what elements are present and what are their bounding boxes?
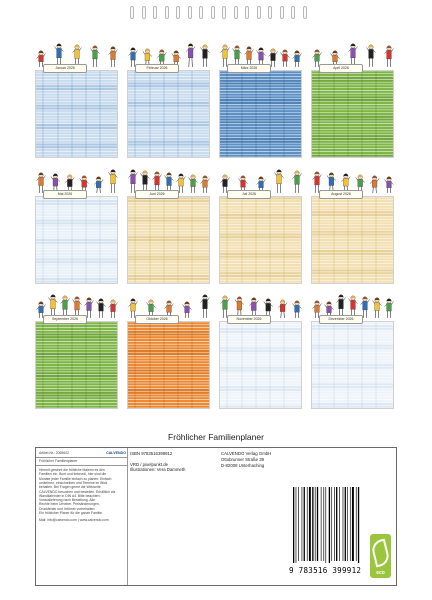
month-grid-table (35, 196, 118, 284)
barcode (289, 487, 363, 575)
barcode-bar (317, 487, 318, 561)
barcode-bar (334, 487, 335, 561)
month-grid-table (35, 70, 118, 158)
barcode-bar (331, 487, 332, 561)
month-page (311, 291, 394, 409)
month-label: Oktober 2026 (135, 315, 179, 324)
month-grid-table (219, 196, 302, 284)
month-label: November 2026 (227, 315, 271, 324)
month-page (219, 291, 302, 409)
month-label: Januar 2026 (43, 64, 87, 73)
barcode-bar (302, 487, 303, 561)
month-grid-table (311, 70, 394, 158)
month-page (311, 40, 394, 158)
month-page (311, 166, 394, 284)
publisher-city: D-82008 Unterhaching (221, 463, 265, 468)
month-grid-table (219, 70, 302, 158)
description-line: behalten. Bei Fragen gerne die Webseite (39, 485, 101, 490)
month-page (127, 291, 210, 409)
description-line: umkehren, einschreiben und Termine im Blick (39, 480, 108, 485)
month-label: März 2026 (227, 64, 271, 73)
barcode-bar (339, 487, 340, 561)
photo-credit: VRD / pixelpunkt.de (130, 462, 168, 467)
publisher-logo: CALVENDO (106, 451, 126, 455)
description-line: Wandkalender in DIN A4. Bitte beachten: (39, 493, 101, 498)
month-grid-table (127, 321, 210, 409)
barcode-bar (329, 487, 330, 563)
month-label: August 2026 (319, 190, 363, 199)
barcode-bar (309, 487, 311, 561)
month-label: April 2026 (319, 64, 363, 73)
month-page (35, 40, 118, 158)
calendar-title: Fröhlicher Familienplaner (168, 432, 264, 442)
month-label: Mai 2026 (43, 190, 87, 199)
illustration-credit: Illustrationen: Vera Dammeth (130, 467, 186, 472)
barcode-bar (312, 487, 313, 561)
barcode-bar (315, 487, 316, 561)
month-grid-table (127, 70, 210, 158)
barcode-bar (350, 487, 351, 561)
barcode-bar (293, 487, 294, 563)
contact-line: Mail: info@calvendo.com | www.calvendo.com (39, 518, 109, 522)
info-row-divider (36, 457, 127, 458)
barcode-bar (347, 487, 348, 561)
description-line: Monate jeder Familie einfach zu planen: Einfach (39, 476, 112, 481)
barcode-bar (304, 487, 305, 561)
barcode-bar (298, 487, 299, 561)
barcode-bar (356, 487, 357, 561)
month-grid-table (35, 321, 118, 409)
description-line: Ein fröhlicher Planer für die ganze Familie. (39, 511, 103, 515)
product-name: Fröhlicher Familienplaner (39, 459, 78, 463)
barcode-bar (321, 487, 322, 561)
month-grid-table (127, 196, 210, 284)
barcode-bar (358, 487, 359, 563)
barcode-bar (345, 487, 346, 561)
barcode-bar (336, 487, 337, 561)
description-line: Hiermit gewinnt die fröhliche Malerin es den (39, 468, 105, 472)
barcode-bar (352, 487, 354, 561)
month-label: Juli 2026 (227, 190, 271, 199)
month-label: Dezember 2026 (319, 315, 363, 324)
month-page (127, 166, 210, 284)
article-number: Artikel-Nr.: 2069602 (39, 451, 69, 455)
product-info-box (35, 447, 397, 586)
barcode-bar (323, 487, 324, 561)
eco-badge (370, 534, 391, 578)
barcode-bar (296, 487, 297, 563)
month-page (219, 166, 302, 284)
publisher-street: Ottobrunner Straße 39 (221, 457, 264, 462)
month-page (35, 291, 118, 409)
month-page (35, 166, 118, 284)
month-page (219, 40, 302, 158)
barcode-digits: 9 783516 399912 (289, 566, 362, 575)
barcode-bar (343, 487, 344, 561)
barcode-bar (325, 487, 326, 563)
month-label: September 2026 (43, 315, 87, 324)
info-row-divider (36, 465, 127, 466)
month-label: Februar 2026 (135, 64, 179, 73)
description-line: Familien ein. Bunt und liebevoll, hier sind die (39, 472, 107, 477)
publisher-name: CALVENDO Verlag GmbH (221, 451, 272, 456)
description-line: CALVENDO besuchen und bestellen. Erhältlich als (39, 489, 116, 494)
eco-label: eco (376, 570, 385, 576)
description-line: Druckfehler und Irrtümer vorbehalten. (39, 506, 96, 511)
info-column-divider (127, 448, 128, 585)
description-line: Vorauslieferung nach Bestellung. Alle (39, 498, 95, 503)
barcode-bars (289, 487, 363, 563)
month-grid-table (311, 321, 394, 409)
month-grid-table (219, 321, 302, 409)
month-page (127, 40, 210, 158)
month-grid-table (311, 196, 394, 284)
month-label: Juni 2026 (135, 190, 179, 199)
isbn: ISBN 9783516399912 (130, 451, 173, 456)
barcode-bar (307, 487, 308, 561)
description-line: Rechte beim Urheber. Preisänderungen, (39, 502, 100, 507)
